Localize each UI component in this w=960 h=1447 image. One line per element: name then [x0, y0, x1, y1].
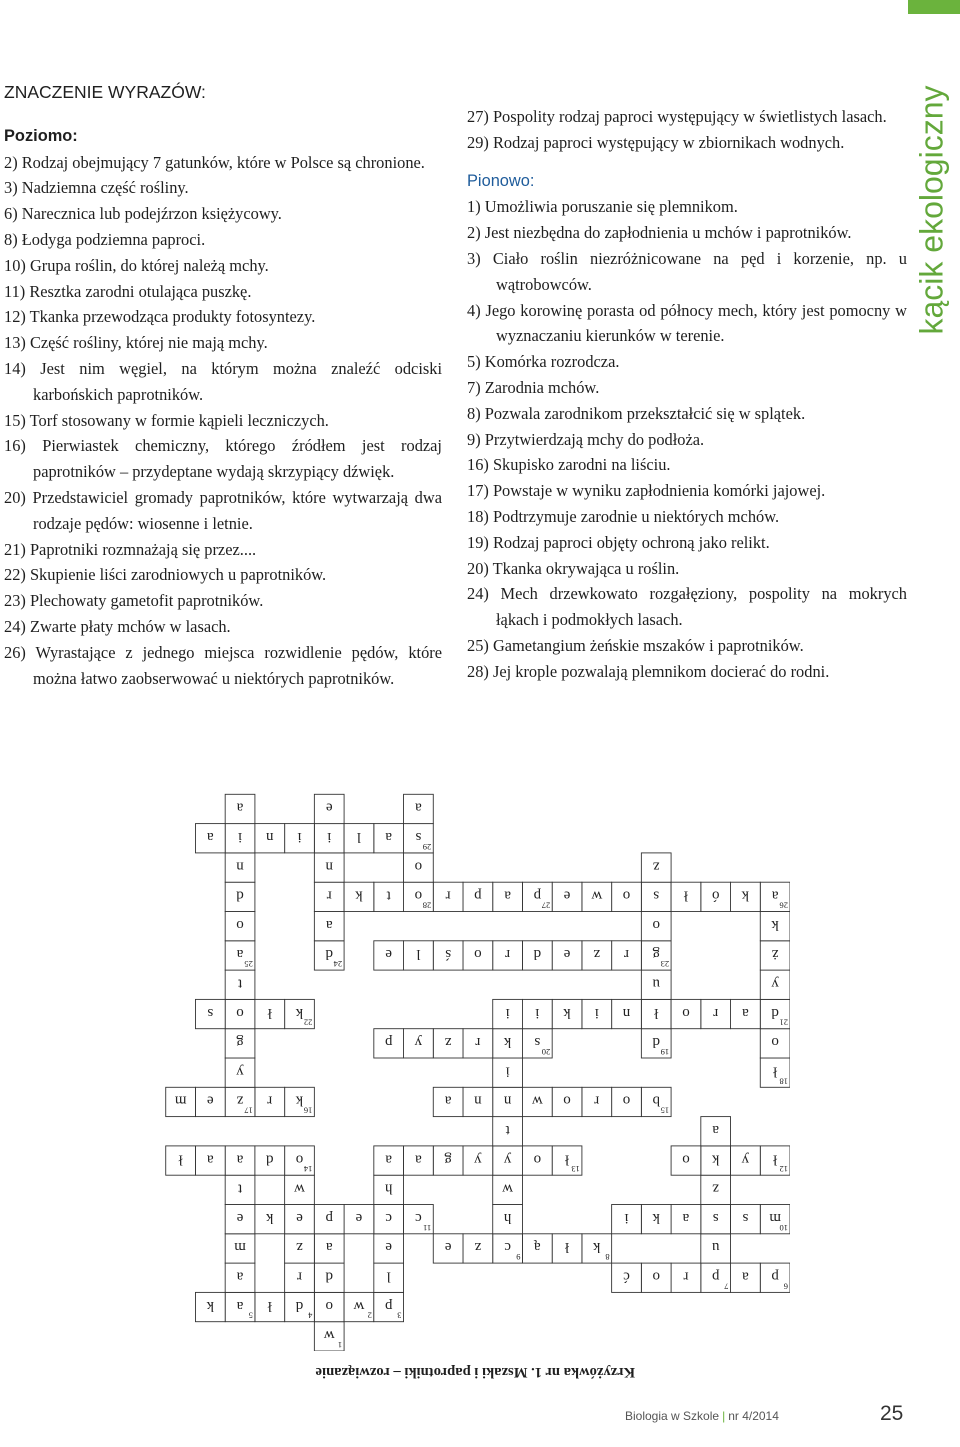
crossword-letter: d	[325, 1268, 333, 1285]
crossword-letter: w	[591, 887, 603, 904]
clue-item: 18) Podtrzymuje zarodnie u niektórych mchów.	[467, 506, 780, 526]
crossword-letter: y	[503, 1151, 512, 1168]
crossword-letter: k	[355, 887, 363, 904]
crossword-letter: h	[503, 1209, 512, 1226]
sidebar-accent-strip	[908, 0, 960, 14]
crossword-letter: p	[325, 1209, 333, 1226]
crossword-letter: w	[502, 1180, 514, 1197]
crossword-letter: e	[325, 799, 333, 816]
crossword-letter: a	[325, 916, 333, 933]
crossword-number: 29	[422, 841, 432, 852]
crossword-letter: d	[533, 946, 542, 963]
crossword-letter: ż	[771, 946, 779, 963]
clue-item: 20) Tkanka okrywająca u roślin.	[467, 558, 680, 578]
crossword-number: 24	[333, 959, 343, 970]
clue-item: 29) Rodzaj paproci występujący w zbiornikach wodnych.	[467, 132, 845, 152]
crossword-number: 15	[660, 1105, 670, 1116]
crossword-letter: z	[444, 1034, 452, 1051]
crossword-letter: a	[325, 1239, 333, 1256]
clue-item: 26) Wyrastające z jednego miejsca rozwidlenie pędów, które można łatwo zaobserwować u niektórych paprotników.	[4, 642, 442, 688]
crossword-letter: ł	[654, 1004, 659, 1021]
crossword-number: 17	[244, 1105, 253, 1116]
crossword-letter: a	[504, 887, 511, 904]
crossword-number: 12	[779, 1164, 788, 1175]
crossword-letter: a	[236, 1297, 244, 1314]
crossword-letter: s	[712, 1209, 719, 1226]
crossword-letter: r	[624, 946, 629, 963]
crossword-letter: a	[236, 1268, 244, 1285]
crossword-letter: k	[295, 1004, 304, 1021]
crossword-letter: n	[474, 1092, 482, 1109]
crossword-number: 11	[423, 1222, 432, 1233]
crossword-letter: o	[771, 1034, 779, 1051]
crossword-letter: c	[415, 1209, 422, 1226]
crossword-letter: e	[385, 1239, 393, 1256]
crossword-letter: i	[624, 1209, 629, 1226]
crossword-letter: ł	[178, 1151, 183, 1168]
footer: Biologia w Szkole | nr 4/2014	[625, 1409, 779, 1423]
clue-item: 1) Umożliwia poruszanie się plemnikom.	[467, 197, 738, 217]
crossword-letter: r	[594, 1092, 600, 1109]
crossword-letter: z	[712, 1180, 720, 1197]
crossword-letter: e	[563, 946, 571, 963]
clue-item: 21) Paprotniki rozmnażają się przez....	[4, 539, 257, 559]
crossword-letter: l	[416, 946, 421, 963]
crossword-number: 8	[605, 1252, 610, 1263]
crossword-number: 19	[660, 1047, 670, 1057]
crossword-letter: g	[652, 946, 660, 963]
crossword-letter: d	[771, 1004, 779, 1021]
issue-label: nr 4/2014	[728, 1409, 779, 1423]
crossword-letter: k	[503, 1034, 512, 1051]
crossword-letter: s	[207, 1004, 214, 1021]
clue-item: 24) Zwarte płaty mchów w lasach.	[4, 616, 231, 636]
clue-item: 23) Plechowaty gametofit paprotników.	[4, 591, 264, 611]
crossword-letter: a	[385, 1151, 393, 1168]
crossword-letter: ł	[683, 887, 689, 904]
crossword-letter: p	[771, 1268, 779, 1285]
crossword-letter: b	[652, 1092, 660, 1109]
clue-item: 28) Jej krople pozwalają plemnikom docierać do rodni.	[467, 661, 830, 681]
crossword-letter: r	[713, 1004, 719, 1021]
crossword-number: 1	[337, 1340, 343, 1350]
crossword-letter: d	[325, 946, 333, 963]
crossword-letter: e	[355, 1209, 363, 1226]
crossword-letter: t	[237, 975, 243, 992]
crossword-letter: h	[384, 1180, 393, 1197]
clue-item: 22) Skupienie liści zarodniowych u paprotników.	[4, 565, 327, 585]
crossword-letter: n	[266, 828, 274, 845]
crossword-letter: m	[234, 1239, 246, 1256]
crossword-letter: t	[237, 1180, 243, 1197]
crossword-letter: n	[325, 858, 333, 875]
crossword-number: 5	[248, 1310, 253, 1321]
crossword-letter: g	[444, 1151, 452, 1168]
crossword-letter: y	[474, 1151, 482, 1168]
crossword-number: 16	[303, 1105, 313, 1116]
crossword-letter: ł	[564, 1239, 570, 1256]
crossword-letter: ł	[564, 1151, 570, 1168]
crossword-letter: a	[236, 799, 244, 816]
crossword-letter: a	[206, 828, 214, 845]
crossword-letter: o	[236, 1004, 244, 1021]
crossword-number: 2	[367, 1310, 372, 1321]
clue-item: 3) Nadziemna część rośliny.	[4, 178, 189, 198]
crossword-letter: a	[415, 1151, 422, 1168]
clue-item: 15) Torf stosowany w formie kąpieli leczniczych.	[4, 410, 329, 430]
crossword-letter: o	[682, 1151, 690, 1168]
clue-item: 3) Ciało roślin niezróżnicowane na pęd i korzenie, np. u wątrobowców.	[467, 248, 907, 294]
clue-item: 4) Jego korowinę porasta od północy mech, który jest pomocny w wyznaczaniu kierunków w terenie.	[467, 300, 907, 346]
crossword-letter: m	[174, 1092, 187, 1109]
section-title: ZNACZENIE WYRAZÓW:	[4, 82, 206, 102]
crossword-number: 9	[516, 1252, 521, 1263]
crossword-letter: t	[505, 1121, 510, 1138]
crossword-letter: c	[504, 1239, 511, 1256]
crossword-letter: o	[682, 1004, 690, 1021]
crossword-letter: ł	[267, 1297, 272, 1314]
crossword-letter: w	[531, 1092, 543, 1109]
clue-item: 17) Powstaje w wyniku zapłodnienia komórki jajowej.	[467, 481, 826, 501]
crossword-letter: z	[296, 1239, 303, 1256]
clue-item: 27) Pospolity rodzaj paproci występujący w świetlistych lasach.	[467, 107, 887, 126]
clue-item: 19) Rodzaj paproci objęty ochroną jako relikt.	[467, 532, 770, 552]
horizontal-clues-continued	[467, 104, 907, 156]
crossword-letter: i	[535, 1004, 540, 1021]
crossword-letter: s	[742, 1209, 749, 1226]
crossword-letter: z	[474, 1239, 482, 1256]
crossword-letter: ł	[773, 1063, 778, 1080]
crossword-letter: g	[236, 1034, 244, 1051]
crossword-letter: p	[711, 1268, 720, 1285]
crossword-letter: r	[475, 1034, 481, 1051]
crossword-letter: i	[594, 1004, 599, 1021]
horizontal-heading: Poziomo:	[4, 126, 78, 145]
crossword-number: 7	[724, 1281, 729, 1292]
crossword-letter: i	[505, 1063, 510, 1080]
crossword-number: 28	[422, 900, 432, 911]
crossword-letter: y	[236, 1063, 244, 1080]
crossword-letter: r	[505, 946, 511, 963]
crossword-letter: n	[236, 858, 244, 875]
right-column	[467, 104, 907, 685]
crossword-letter: a	[742, 1268, 749, 1285]
crossword-letter: o	[622, 1092, 631, 1109]
crossword-grid	[136, 765, 790, 1351]
crossword-letter: k	[771, 916, 779, 933]
crossword-letter: u	[711, 1239, 720, 1256]
crossword-letter: l	[386, 1268, 391, 1285]
clue-item: 11) Resztka zarodni otulająca puszkę.	[4, 281, 252, 301]
crossword-letter: o	[652, 916, 660, 933]
crossword-number: 22	[303, 1017, 313, 1028]
crossword-letter: d	[266, 1151, 274, 1168]
crossword-letter: s	[415, 828, 422, 845]
crossword-letter: i	[237, 828, 243, 845]
crossword-letter: d	[236, 887, 244, 904]
crossword-letter: r	[445, 887, 451, 904]
crossword-number: 13	[571, 1164, 580, 1175]
crossword-letter: p	[474, 887, 482, 904]
crossword-letter: ł	[773, 1151, 778, 1168]
vertical-heading: Pionowo:	[467, 171, 535, 190]
clue-item: 25) Gametangium żeńskie mszaków i paprotników.	[467, 635, 804, 655]
crossword-letter: a	[712, 1121, 720, 1138]
crossword-number: 4	[308, 1310, 313, 1321]
crossword-letter: ś	[445, 946, 452, 963]
crossword-number: 26	[779, 900, 788, 911]
page-number: 25	[880, 1402, 904, 1425]
crossword-letter: t	[386, 887, 391, 904]
crossword-letter: a	[236, 1151, 244, 1168]
journal-name: Biologia w Szkole	[625, 1409, 720, 1423]
crossword-caption: Krzyżówka nr 1. Mszaki i paprotniki – rozwiązanie	[315, 1364, 635, 1380]
crossword-letter: a	[385, 828, 393, 845]
crossword-letter: ą	[533, 1239, 541, 1256]
crossword-letter: p	[384, 1297, 393, 1314]
crossword-letter: o	[236, 916, 244, 933]
clue-item: 24) Mech drzewkowato rozgałęziony, pospolity na mokrych łąkach i podmokłych lasach.	[467, 584, 907, 630]
crossword-letter: s	[653, 887, 660, 904]
crossword-letter: o	[563, 1092, 571, 1109]
crossword-letter: a	[444, 1092, 452, 1109]
clue-item: 6) Narecznica lub podejźrzon księżycowy.	[4, 204, 282, 224]
crossword-letter: r	[267, 1092, 273, 1109]
crossword-letter: o	[474, 946, 482, 963]
crossword-letter: k	[711, 1151, 720, 1168]
crossword-letter: y	[741, 1151, 750, 1168]
crossword-letter: z	[593, 946, 601, 963]
section-tag: kącik ekologiczny	[913, 85, 950, 335]
crossword-letter: d	[652, 1034, 660, 1051]
clue-item: 13) Część rośliny, której nie mają mchy.	[4, 333, 268, 353]
clue-item: 16) Skupisko zarodni na liściu.	[467, 455, 671, 475]
crossword-number: 25	[244, 959, 253, 970]
crossword-letter: p	[533, 887, 542, 904]
crossword-number: 23	[660, 959, 670, 970]
crossword-letter: m	[769, 1209, 781, 1226]
crossword-letter: k	[593, 1239, 601, 1256]
crossword-number: 14	[303, 1164, 313, 1175]
crossword-letter: i	[297, 828, 302, 845]
crossword-number: 27	[541, 900, 551, 911]
crossword-letter: o	[414, 858, 423, 875]
crossword-letter: o	[325, 1297, 333, 1314]
clue-item: 12) Tkanka przewodząca produkty fotosyntezy.	[4, 307, 316, 327]
crossword-letter: e	[563, 887, 571, 904]
clue-item: 5) Komórka rozrodcza.	[467, 352, 620, 372]
clue-item: 20) Przedstawiciel gromady paprotników, które wytwarzają dwa rodzaje pędów: wiosenne i letnie.	[4, 487, 442, 533]
clue-item: 7) Zarodnia mchów.	[467, 377, 600, 397]
vertical-clues	[467, 194, 907, 684]
crossword-letter: a	[415, 799, 422, 816]
crossword-letter: ó	[711, 887, 720, 904]
clue-item: 8) Pozwala zarodnikom przekształcić się w splątek.	[467, 403, 806, 423]
crossword-letter: o	[652, 1268, 660, 1285]
crossword-letter: k	[295, 1092, 304, 1109]
crossword-letter: o	[295, 1151, 304, 1168]
crossword-letter: ć	[623, 1268, 630, 1285]
clue-item: 9) Przytwierdzają mchy do podłoża.	[467, 429, 705, 449]
crossword-letter: s	[534, 1034, 541, 1051]
crossword-letter: e	[236, 1209, 244, 1226]
crossword-letter: i	[327, 828, 332, 845]
crossword-letter: e	[385, 946, 393, 963]
crossword-letter: y	[771, 975, 779, 992]
clue-item: 2) Rodzaj obejmujący 7 gatunków, które w Polsce są chronione.	[4, 152, 425, 172]
crossword-number: 3	[397, 1310, 402, 1321]
crossword-letter: a	[771, 887, 779, 904]
crossword-number: 6	[783, 1281, 788, 1292]
crossword-letter: y	[414, 1034, 423, 1051]
crossword-letter: k	[741, 887, 750, 904]
crossword-letter: w	[294, 1180, 305, 1197]
crossword-letter: r	[683, 1268, 689, 1285]
clue-item: 16) Pierwiastek chemiczny, którego źródłem jest rodzaj paprotników – przydeptane wydają skrzypiący dźwięk.	[4, 436, 442, 482]
crossword-letter: w	[323, 1327, 335, 1344]
crossword-letter: n	[503, 1092, 512, 1109]
crossword-letter: e	[206, 1092, 214, 1109]
crossword-number: 10	[779, 1222, 788, 1233]
crossword-letter: n	[622, 1004, 631, 1021]
crossword-letter: k	[266, 1209, 274, 1226]
crossword-number: 18	[779, 1076, 788, 1087]
crossword-number: 20	[541, 1047, 551, 1057]
crossword-cells	[166, 794, 790, 1351]
crossword-svg	[136, 765, 790, 1351]
crossword-letter: d	[295, 1297, 304, 1314]
crossword-letter: z	[236, 1092, 244, 1109]
crossword-letter: u	[652, 975, 660, 992]
clue-item: 2) Jest niezbędna do zapłodnienia u mchów i paprotników.	[467, 223, 852, 243]
crossword-number: 21	[779, 1017, 788, 1028]
crossword-letter: i	[505, 1004, 510, 1021]
crossword-letter: k	[652, 1209, 660, 1226]
crossword-letter: r	[297, 1268, 302, 1285]
horizontal-clues	[4, 150, 442, 692]
crossword-letter: e	[296, 1209, 303, 1226]
crossword-letter: l	[356, 828, 362, 845]
clue-item: 10) Grupa roślin, do której należą mchy.	[4, 255, 269, 275]
crossword-letter: a	[206, 1151, 214, 1168]
crossword-letter: p	[384, 1034, 393, 1051]
crossword-letter: e	[444, 1239, 452, 1256]
crossword-letter: o	[414, 887, 423, 904]
crossword-letter: o	[622, 887, 631, 904]
left-column	[4, 80, 442, 691]
crossword-letter: o	[533, 1151, 542, 1168]
crossword-letter: w	[353, 1297, 365, 1314]
clue-item: 14) Jest nim węgiel, na którym można znaleźć odciski karbońskich paprotników.	[4, 358, 442, 404]
crossword-letter: a	[236, 946, 244, 963]
clue-item: 8) Łodyga podziemna paproci.	[4, 229, 206, 249]
crossword-letter: a	[742, 1004, 749, 1021]
crossword-letter: c	[385, 1209, 393, 1226]
crossword-letter: k	[563, 1004, 571, 1021]
crossword-letter: ł	[267, 1004, 272, 1021]
crossword-letter: k	[206, 1297, 215, 1314]
crossword-letter: r	[326, 887, 332, 904]
crossword-letter: z	[652, 858, 660, 875]
crossword-letter: a	[682, 1209, 690, 1226]
